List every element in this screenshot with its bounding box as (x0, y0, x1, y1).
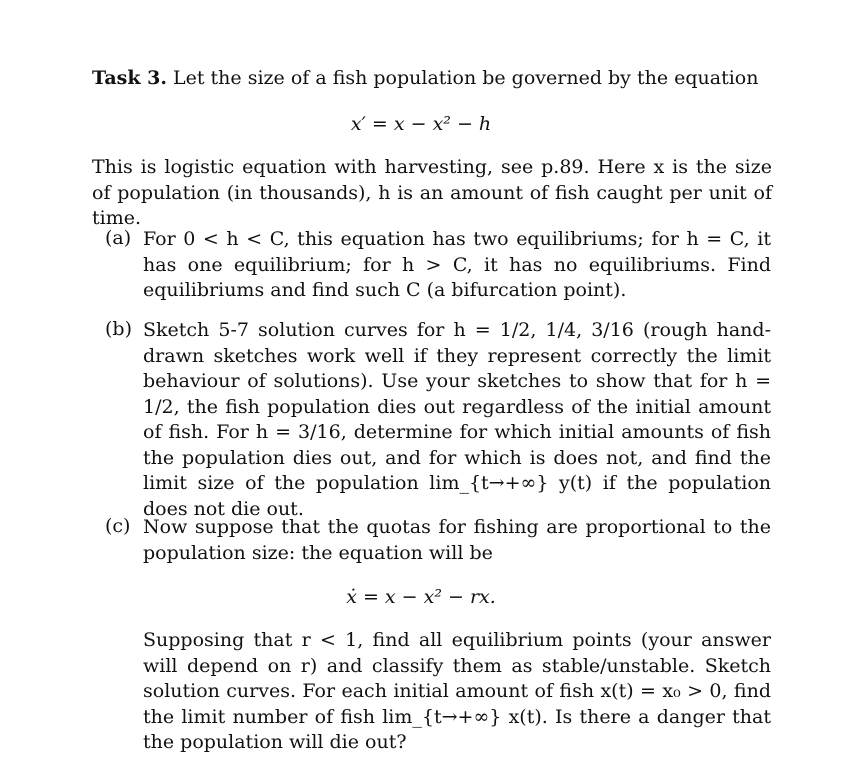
item-b-text: Sketch 5-7 solution curves for h = 1/2, 1/4, 3/16 (rough hand-drawn sketches work well if they represent correctly the limit behaviour of solutions). Use your sketches to show that for h = 1/2, the fish population dies out regardless of the initial amount of fish. For h = 3/16, determine for which initial amounts of fish the population dies out, and for which is does not, and find the limit size of the population lim_{t→+∞} y(t) if the population does not die out. (143, 319, 771, 520)
task-intro-text: Let the size of a fish population be governed by the equation (173, 67, 759, 89)
task-label: Task 3. (92, 67, 167, 89)
item-a-text: For 0 < h < C, this equation has two equilibriums; for h = C, it has one equilibrium; for h > C, it has no equilibriums. Find equilibriums and find such C (a bifurcation point). (143, 228, 771, 301)
task-intro (92, 66, 772, 92)
item-b-label: (b) (105, 318, 132, 340)
equation-proportional-quota: ẋ = x − x² − rx. (346, 586, 496, 608)
item-c-text: Now suppose that the quotas for fishing are proportional to the population size: the equation will be (143, 516, 771, 564)
item-c-label: (c) (105, 515, 131, 537)
item-a-label: (a) (105, 227, 132, 249)
equation-logistic-harvesting: x′ = x − x² − h (350, 113, 492, 135)
task-description: This is logistic equation with harvesting, see p.89. Here x is the size of population (in thousands), h is an amount of fish caught per unit of time. (92, 156, 772, 229)
item-c-text2: Supposing that r < 1, find all equilibrium points (your answer will depend on r) and classify them as stable/unstable. Sketch solution curves. For each initial amount of fish x(t) = x₀ > 0, find the limit number of fish lim_{t→+∞} x(t). Is there a danger that the population will die out? (143, 629, 771, 753)
